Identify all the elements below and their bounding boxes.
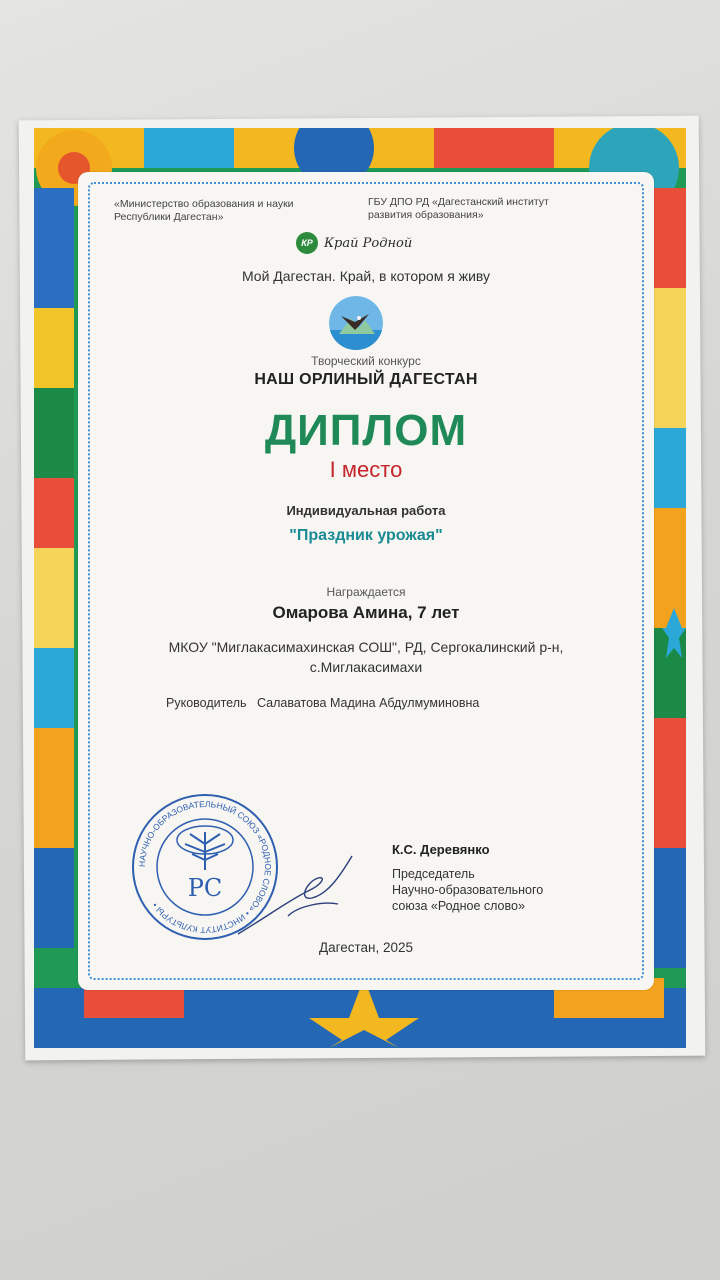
contest-title: НАШ ОРЛИНЫЙ ДАГЕСТАН — [254, 371, 478, 388]
org-institute: ГБУ ДПО РД «Дагестанский институт развития образования» — [368, 196, 549, 221]
brand-badge-icon: КР — [296, 232, 318, 254]
stamp-ring-text: НАУЧНО-ОБРАЗОВАТЕЛЬНЫЙ СОЮЗ «РОДНОЕ СЛОВО» • ИНСТИТУТ КУЛЬТУРЫ • — [136, 798, 274, 936]
signatory-role-3: союза «Родное слово» — [392, 899, 525, 913]
signatory-role-1: Председатель — [392, 867, 475, 881]
awarded-label: Награждается — [326, 585, 406, 599]
place-year: Дагестан, 2025 — [318, 940, 414, 955]
school-line-1: МКОУ "Миглакасимахинская СОШ", РД, Сергокалинский р-н, — [168, 639, 564, 655]
eagle-icon — [329, 296, 383, 350]
eagle-emblem — [329, 296, 383, 350]
diploma-title: ДИПЛОМ — [264, 406, 468, 455]
work-type: Индивидуальная работа — [286, 503, 446, 518]
contest-subtitle: Творческий конкурс — [311, 354, 421, 368]
leader-line — [166, 696, 479, 710]
diploma-place: I место — [329, 457, 403, 482]
brand-logo — [296, 232, 412, 254]
recipient-name: Омарова Амина, 7 лет — [272, 603, 460, 622]
diploma-card — [78, 172, 654, 990]
brand-name: Край Родной — [324, 235, 413, 251]
stamp-initials: РС — [187, 874, 223, 902]
signatory-name: К.С. Деревянко — [392, 842, 490, 857]
work-title: "Праздник урожая" — [289, 527, 443, 544]
leader-name: Салаватова Мадина Абдулмуминовна — [256, 696, 480, 710]
slogan: Мой Дагестан. Край, в котором я живу — [241, 268, 491, 284]
signature-scribble — [228, 846, 358, 946]
signatory-role-2: Научно-образовательного — [392, 883, 544, 897]
leader-label: Руководитель — [166, 696, 247, 710]
school-line-2: с.Миглакасимахи — [309, 659, 423, 675]
org-ministry: «Министерство образования и науки Республики Дагестан» — [114, 198, 294, 223]
